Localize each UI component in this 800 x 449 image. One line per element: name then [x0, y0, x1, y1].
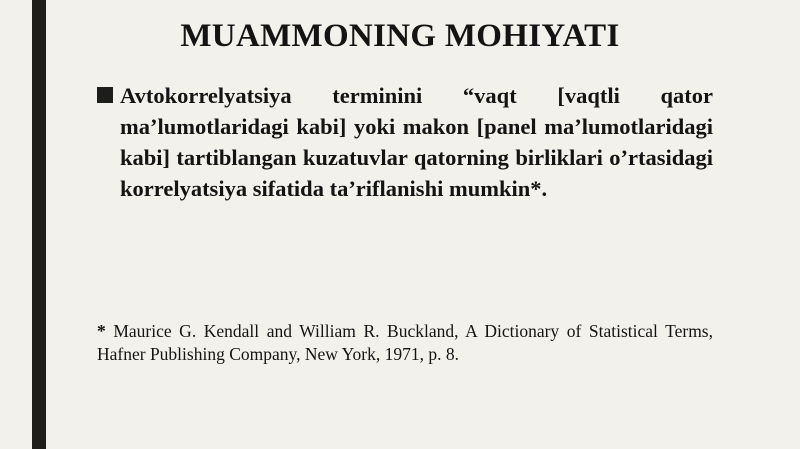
slide-title: MUAMMONING MOHIYATI — [180, 18, 620, 54]
bullet-text: Avtokorrelyatsiya terminini “vaqt [vaqtli qator ma’lumotlaridagi kabi] yoki makon [panel ma’lumotlaridagi kabi] tartiblangan kuzatuvlar qatorning birliklari o’rtasidagi korrelyatsiya sifatida ta’riflanishi mumkin*. — [120, 83, 713, 201]
footnote-marker: * — [97, 321, 106, 341]
square-bullet-icon — [97, 87, 113, 103]
left-accent-bar — [32, 0, 46, 449]
footnote-text: Maurice G. Kendall and William R. Buckland, A Dictionary of Statistical Terms, Hafner Publishing Company, New York, 1971, p. 8. — [97, 321, 713, 364]
footnote — [97, 320, 713, 365]
bullet-item — [97, 80, 713, 204]
